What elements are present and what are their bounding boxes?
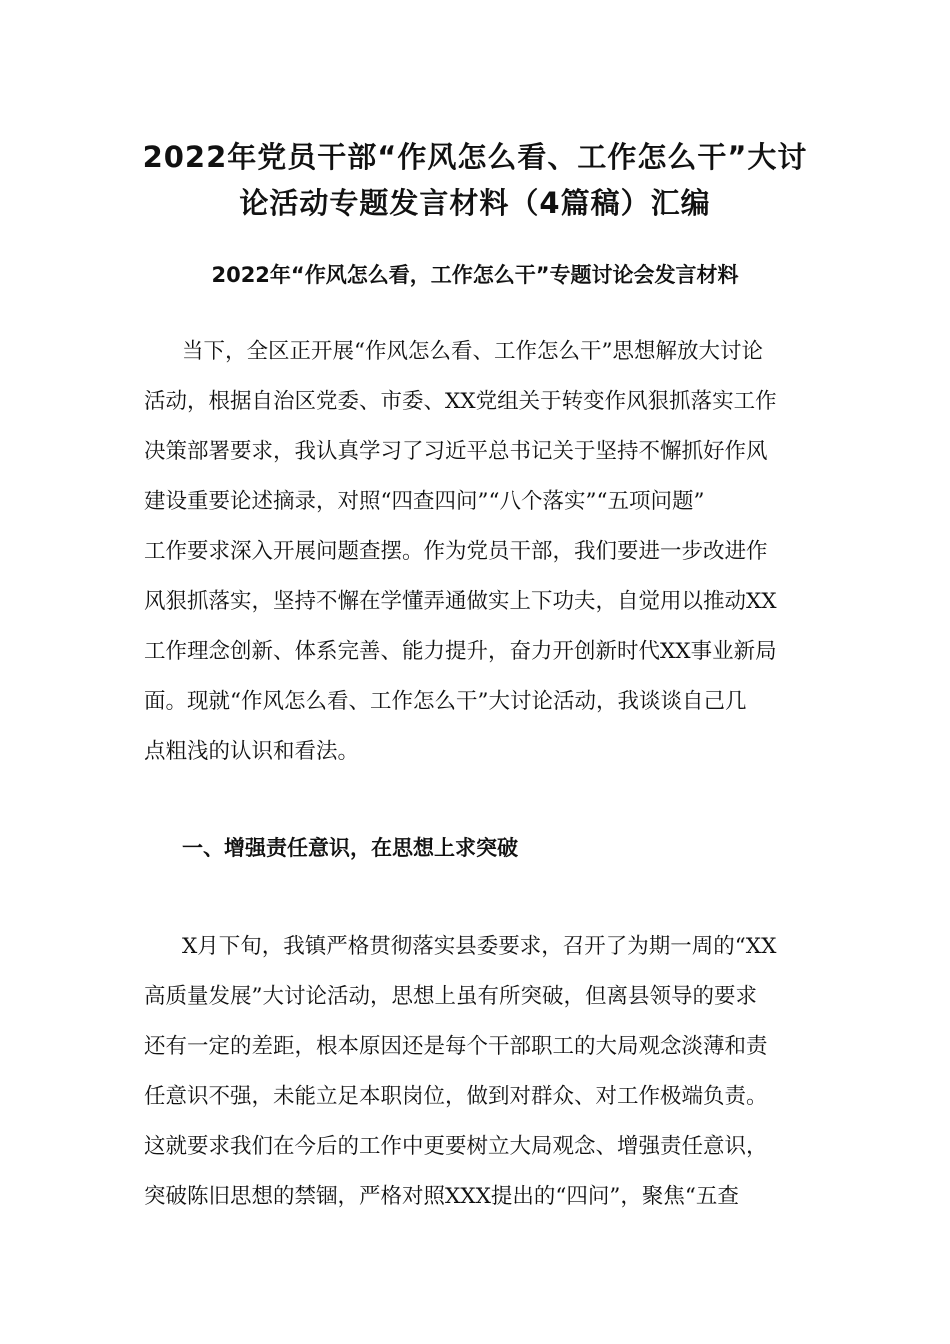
paragraph-line: 点粗浅的认识和看法。 <box>144 739 360 764</box>
paragraph-line: 当下，全区正开展“作风怎么看、工作怎么干”思想解放大讨论 <box>182 339 763 364</box>
paragraph-line: 工作要求深入开展问题查摆。作为党员干部，我们要进一步改进作 <box>144 539 768 564</box>
paragraph-line: 这就要求我们在今后的工作中更要树立大局观念、增强责任意识， <box>144 1134 768 1159</box>
paragraph-line: 工作理念创新、体系完善、能力提升，奋力开创新时代XX事业新局 <box>144 639 777 664</box>
paragraph-line: 面。现就“作风怎么看、工作怎么干”大讨论活动，我谈谈自己几 <box>144 689 747 714</box>
section-heading-1: 一、增强责任意识，在思想上求突破 <box>182 836 518 860</box>
paragraph-line: 建设重要论述摘录，对照“四查四问”“八个落实”“五项问题” <box>144 489 705 514</box>
paragraph-line: 决策部署要求，我认真学习了习近平总书记关于坚持不懈抓好作风 <box>144 439 768 464</box>
paragraph-line: 还有一定的差距，根本原因还是每个干部职工的大局观念淡薄和责 <box>144 1034 768 1059</box>
paragraph-line: 突破陈旧思想的禁锢，严格对照XXX提出的“四问”，聚焦“五查 <box>144 1184 739 1209</box>
paragraph-line: 活动，根据自治区党委、市委、XX党组关于转变作风狠抓落实工作 <box>144 389 777 414</box>
paragraph-line: 任意识不强，未能立足本职岗位，做到对群众、对工作极端负责。 <box>144 1084 768 1109</box>
document-title-line-2: 论活动专题发言材料（4篇稿）汇编 <box>239 186 711 220</box>
intro-paragraph <box>144 327 824 777</box>
paragraph-line: 风狠抓落实，坚持不懈在学懂弄通做实上下功夫，自觉用以推动XX <box>144 589 777 614</box>
paragraph-line: 高质量发展”大讨论活动，思想上虽有所突破，但离县领导的要求 <box>144 984 757 1009</box>
paragraph-line: X月下旬，我镇严格贯彻落实县委要求，召开了为期一周的“XX <box>182 934 777 959</box>
section-subtitle: 2022年“作风怎么看，工作怎么干”专题讨论会发言材料 <box>211 263 739 287</box>
document-title-line-1: 2022年党员干部“作风怎么看、工作怎么干”大讨 <box>142 140 808 174</box>
section-1-paragraph <box>144 922 824 1222</box>
